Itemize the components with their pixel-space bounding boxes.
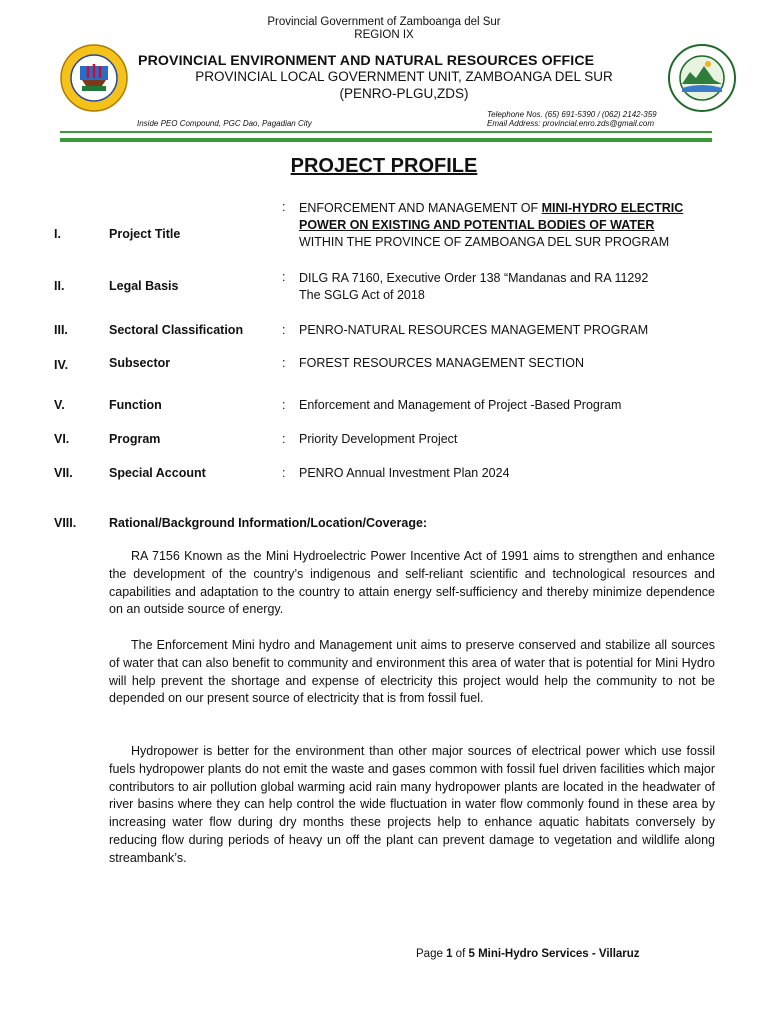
item-value-function: Enforcement and Management of Project -Based Program	[299, 398, 622, 412]
email-address: Email Address: provincial.enro.zds@gmail.com	[487, 119, 654, 128]
item-number: I.	[54, 227, 61, 241]
item-label-sectoral-classification: Sectoral Classification	[109, 323, 244, 337]
item-value-program: Priority Development Project	[299, 432, 458, 446]
item-number: VI.	[54, 432, 70, 446]
item-value-project-title	[299, 200, 683, 251]
unit-name: PROVINCIAL LOCAL GOVERNMENT UNIT, ZAMBOANGA DEL SUR	[195, 69, 613, 84]
footer-page-total: 5	[468, 948, 475, 960]
item-value-sectoral-classification: PENRO-NATURAL RESOURCES MANAGEMENT PROGRAM	[299, 323, 649, 337]
section-number: VIII.	[54, 516, 77, 530]
item-value-legal-basis	[299, 270, 648, 304]
page-footer	[416, 948, 640, 960]
background-paragraph-1: RA 7156 Known as the Mini Hydroelectric Power Incentive Act of 1991 aims to strengthen and enhance the development of the country’s indigenous and self-reliant scientific and technological resources and capabilities and adaptation to the country to attain energy self-sufficiency and thereby minimize dependence on an outside source of energy.	[109, 549, 715, 617]
item-number: IV.	[54, 358, 69, 372]
item-number: V.	[54, 398, 65, 412]
project-title-emphasis: MINI-HYDRO ELECTRIC	[541, 201, 684, 215]
legal-basis-line-1: DILG RA 7160, Executive Order 138 “Mandanas and RA 11292	[299, 271, 649, 285]
footer-page-number: 1	[446, 948, 453, 960]
project-title-prefix: ENFORCEMENT AND MANAGEMENT OF	[299, 201, 542, 215]
item-colon: :	[282, 398, 286, 412]
item-label-function: Function	[109, 398, 162, 412]
item-colon: :	[282, 323, 286, 337]
item-number: II.	[54, 279, 65, 293]
item-label-program: Program	[109, 432, 161, 446]
header-rule-thick	[60, 138, 712, 142]
item-value-subsector: FOREST RESOURCES MANAGEMENT SECTION	[299, 356, 584, 370]
item-label-project-title: Project Title	[109, 227, 181, 241]
page-title: PROJECT PROFILE	[290, 155, 478, 177]
item-colon: :	[282, 432, 286, 446]
item-label-subsector: Subsector	[109, 356, 171, 370]
project-title-suffix: WITHIN THE PROVINCE OF ZAMBOANGA DEL SUR PROGRAM	[299, 235, 670, 249]
item-value-special-account: PENRO Annual Investment Plan 2024	[299, 466, 510, 480]
government-name: Provincial Government of Zamboanga del Sur	[267, 16, 501, 28]
background-paragraph-3: Hydropower is better for the environment than other major sources of electrical power which use fossil fuels hydropower plants do not emit the waste and gases common with fossil fuel driven facilities which major contributors to air pollution global warming acid rain many hydropower plants are located in the headwater of river basins where they can help control the wide fluctuation in water flow commonly found in these area by increasing water flow during dry months these projects help to enhance aquatic habitats conversely by reducing flow during periods of heavy un off the plant can prevent damage to vegetation and wildlife along streambank’s.	[109, 744, 715, 865]
item-number: III.	[54, 323, 68, 337]
region-label: REGION IX	[354, 29, 414, 41]
telephone-numbers: Telephone Nos. (65) 691-5390 / (062) 2142-359	[487, 110, 657, 119]
item-colon: :	[282, 200, 286, 214]
section-heading: Rational/Background Information/Location/Coverage:	[109, 516, 428, 530]
enro-seal-logo	[668, 44, 736, 112]
footer-of-word: of	[455, 948, 466, 960]
item-label-legal-basis: Legal Basis	[109, 279, 179, 293]
header-rule-thin	[60, 131, 712, 133]
item-label-special-account: Special Account	[109, 466, 206, 480]
legal-basis-line-2: The SGLG Act of 2018	[299, 288, 425, 302]
item-colon: :	[282, 270, 286, 284]
office-acronym: (PENRO-PLGU,ZDS)	[339, 86, 469, 101]
item-number: VII.	[54, 466, 73, 480]
footer-page-word: Page	[416, 948, 443, 960]
background-paragraph-2: The Enforcement Mini hydro and Management unit aims to preserve conserved and stabilize all sources of water that can also benefit to community and environment this area of water that is potential for Mini Hydro will help prevent the shortage and expense of electricity this project would help the community to not be depended on our present source of electricity that is from fossil fuel.	[109, 638, 715, 706]
office-name: PROVINCIAL ENVIRONMENT AND NATURAL RESOURCES OFFICE	[138, 53, 595, 69]
project-title-emphasis-2: POWER ON EXISTING AND POTENTIAL BODIES OF WATER	[299, 218, 655, 232]
footer-service-label: Mini-Hydro Services - Villaruz	[478, 948, 640, 960]
item-colon: :	[282, 466, 286, 480]
item-colon: :	[282, 356, 286, 370]
office-address: Inside PEO Compound, PGC Dao, Pagadian City	[137, 119, 312, 128]
